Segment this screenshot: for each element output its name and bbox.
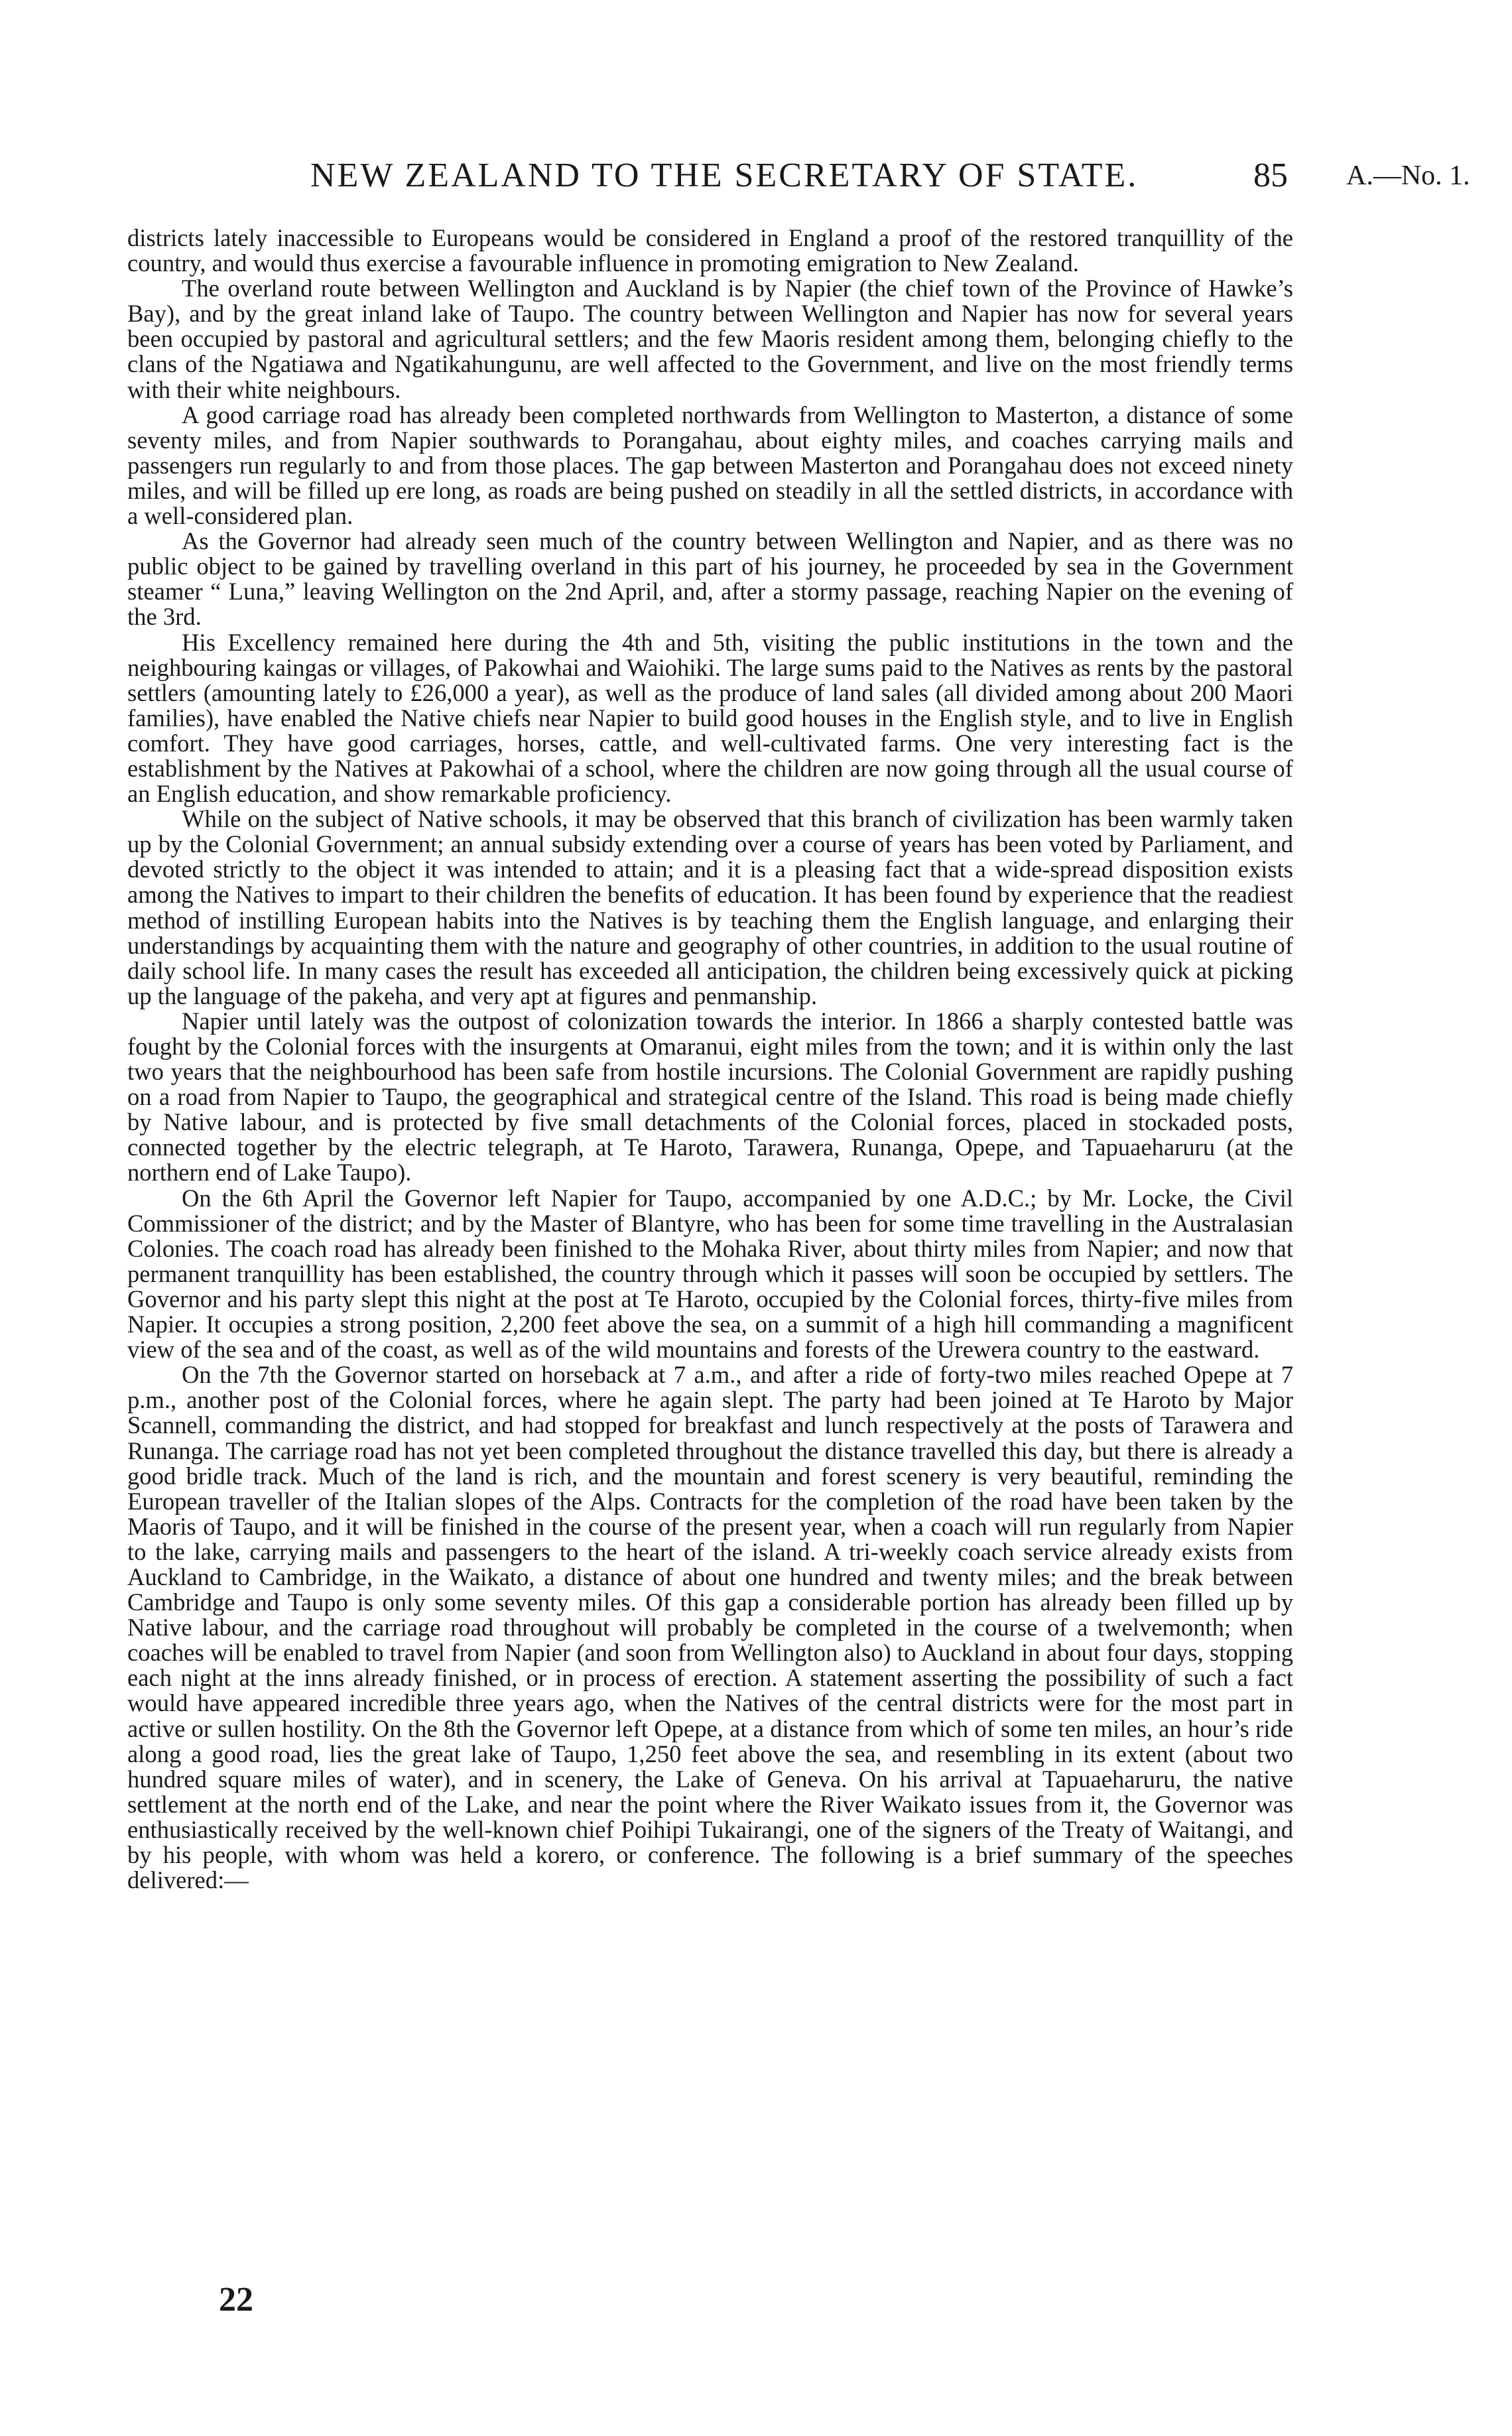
paragraph-continued: districts lately inaccessible to Europeans would be considered in England a proof of the restored tranquillity of the country, and would thus exercise a favourable influence in promoting emigration to New Zealand. xyxy=(127,224,1293,277)
paragraph-carriage-road: A good carriage road has already been completed northwards from Wellington to Masterton, a distance of some seventy miles, and from Napier southwards to Porangahau, about eighty miles, and coaches carrying mails and passengers run regularly to and from those places. The gap between Masterton and Porangahau does not exceed ninety miles, and will be filled up ere long, as roads are being pushed on steadily in all the settled districts, in accordance with a well-considered plan. xyxy=(127,401,1293,530)
page-number: 85 xyxy=(1253,157,1288,194)
body-text xyxy=(127,225,1293,1893)
paragraph-native-schools: While on the subject of Native schools, it may be observed that this branch of civilization has been warmly taken up by the Colonial Government; an annual subsidy extending over a course of years has been voted by Parliament, and devoted strictly to the object it was intended to attain; and it is a pleasing fact that a wide-spread disposition exists among the Natives to impart to their children the benefits of education. It has been found by experience that the readiest method of instilling European habits into the Natives is by teaching them the English language, and enlarging their understandings by acquainting them with the nature and geography of other countries, in addition to the usual routine of daily school life. In many cases the result has exceeded all anticipation, the children being excessively quick at picking up the language of the pakeha, and very apt at figures and penmanship. xyxy=(127,805,1293,1009)
running-header xyxy=(0,156,1512,202)
paragraph-overland-route: The overland route between Wellington and Auckland is by Napier (the chief town of the Province of Hawke’s Bay), and by the great inland lake of Taupo. The country between Wellington and Napier has now for several years been occupied by pastoral and agricultural settlers; and the few Maoris resident among them, belonging chiefly to the clans of the Ngatiawa and Ngatikahungunu, are well affected to the Government, and live on the most friendly terms with their white neighbours. xyxy=(127,275,1293,403)
paragraph-ride-to-opepe: On the 7th the Governor started on horseback at 7 a.m., and after a ride of forty-two miles reached Opepe at 7 p.m., another post of the Colonial forces, where he again slept. The party had been joined at Te Haroto by Major Scannell, commanding the district, and had stopped for breakfast and lunch respectively at the posts of Tarawera and Runanga. The carriage road has not yet been completed throughout the distance travelled this day, but there is already a good bridle track. Much of the land is rich, and the mountain and forest scenery is very beautiful, reminding the European traveller of the Italian slopes of the Alps. Contracts for the completion of the road have been taken by the Maoris of Taupo, and it will be finished in the course of the present year, when a coach will run regularly from Napier to the lake, carrying mails and passengers to the heart of the island. A tri-weekly coach service already exists from Auckland to Cambridge, in the Waikato, a distance of about one hundred and twenty miles; and the break between Cambridge and Taupo is only some seventy miles. Of this gap a considerable portion has already been filled up by Native labour, and the carriage road throughout will probably be completed in the course of a twelvemonth; when coaches will be enabled to travel from Napier (and soon from Wellington also) to Auckland in about four days, stopping each night at the inns already finished, or in process of erection. A statement asserting the possibility of such a fact would have appeared incredible three years ago, when the Natives of the central districts were for the most part in active or sullen hostility. On the 8th the Governor left Opepe, at a distance from which of some ten miles, an hour’s ride along a good road, lies the great lake of Taupo, 1,250 feet above the sea, and resembling in its extent (about two hundred square miles of water), and in scenery, the Lake of Geneva. On his arrival at Tapuaeharuru, the native settlement at the north end of the Lake, and near the point where the River Waikato issues from it, the Governor was enthusiastically received by the well-known chief Poihipi Tukairangi, one of the signers of the Treaty of Waitangi, and by his people, with whom was held a korero, or conference. The following is a brief summary of the speeches delivered:— xyxy=(127,1361,1293,1894)
document-reference: A.—No. 1. xyxy=(1346,160,1470,191)
paragraph-napier-visit: His Excellency remained here during the 4th and 5th, visiting the public institutions in the town and the neighbouring kaingas or villages, of Pakowhai and Waiohiki. The large sums paid to the Natives as rents by the pastoral settlers (amounting lately to £26,000 a year), as well as the produce of land sales (all divided among about 200 Maori families), have enabled the Native chiefs near Napier to build good houses in the English style, and to live in English comfort. They have good carriages, horses, cattle, and well-cultivated farms. One very interesting fact is the establishment by the Natives at Pakowhai of a school, where the children are now going through all the usual course of an English education, and show remarkable proficiency. xyxy=(127,628,1293,808)
signature-mark: 22 xyxy=(219,2281,253,2319)
paragraph-voyage-to-napier: As the Governor had already seen much of the country between Wellington and Napier, and as there was no public object to be gained by travelling overland in this part of his journey, he proceeded by sea in the Government steamer “ Luna,” leaving Wellington on the 2nd April, and, after a stormy passage, reaching Napier on the evening of the 3rd. xyxy=(127,527,1293,631)
paragraph-journey-to-taupo: On the 6th April the Governor left Napier for Taupo, accompanied by one A.D.C.; by Mr. Locke, the Civil Commissioner of the district; and by the Master of Blantyre, who has been for some time travelling in the Australasian Colonies. The coach road has already been finished to the Mohaka River, about thirty miles from Napier; and now that permanent tranquillity has been established, the country through which it passes will soon be occupied by settlers. The Governor and his party slept this night at the post at Te Haroto, occupied by the Colonial forces, thirty-five miles from Napier. It occupies a strong position, 2,200 feet above the sea, on a summit of a high hill commanding a magnificent view of the sea and of the coast, as well as of the wild mountains and forests of the Urewera country to the eastward. xyxy=(127,1184,1293,1364)
paragraph-napier-outpost: Napier until lately was the outpost of colonization towards the interior. In 1866 a sharply contested battle was fought by the Colonial forces with the insurgents at Omaranui, eight miles from the town; and it is within only the last two years that the neighbourhood has been safe from hostile incursions. The Colonial Government are rapidly pushing on a road from Napier to Taupo, the geographical and strategical centre of the Island. This road is being made chiefly by Native labour, and is protected by five small detachments of the Colonial forces, placed in stockaded posts, connected together by the electric telegraph, at Te Haroto, Tarawera, Runanga, Opepe, and Tapuaeharuru (at the northern end of Lake Taupo). xyxy=(127,1007,1293,1186)
page-title: NEW ZEALAND TO THE SECRETARY OF STATE. xyxy=(310,157,1139,194)
